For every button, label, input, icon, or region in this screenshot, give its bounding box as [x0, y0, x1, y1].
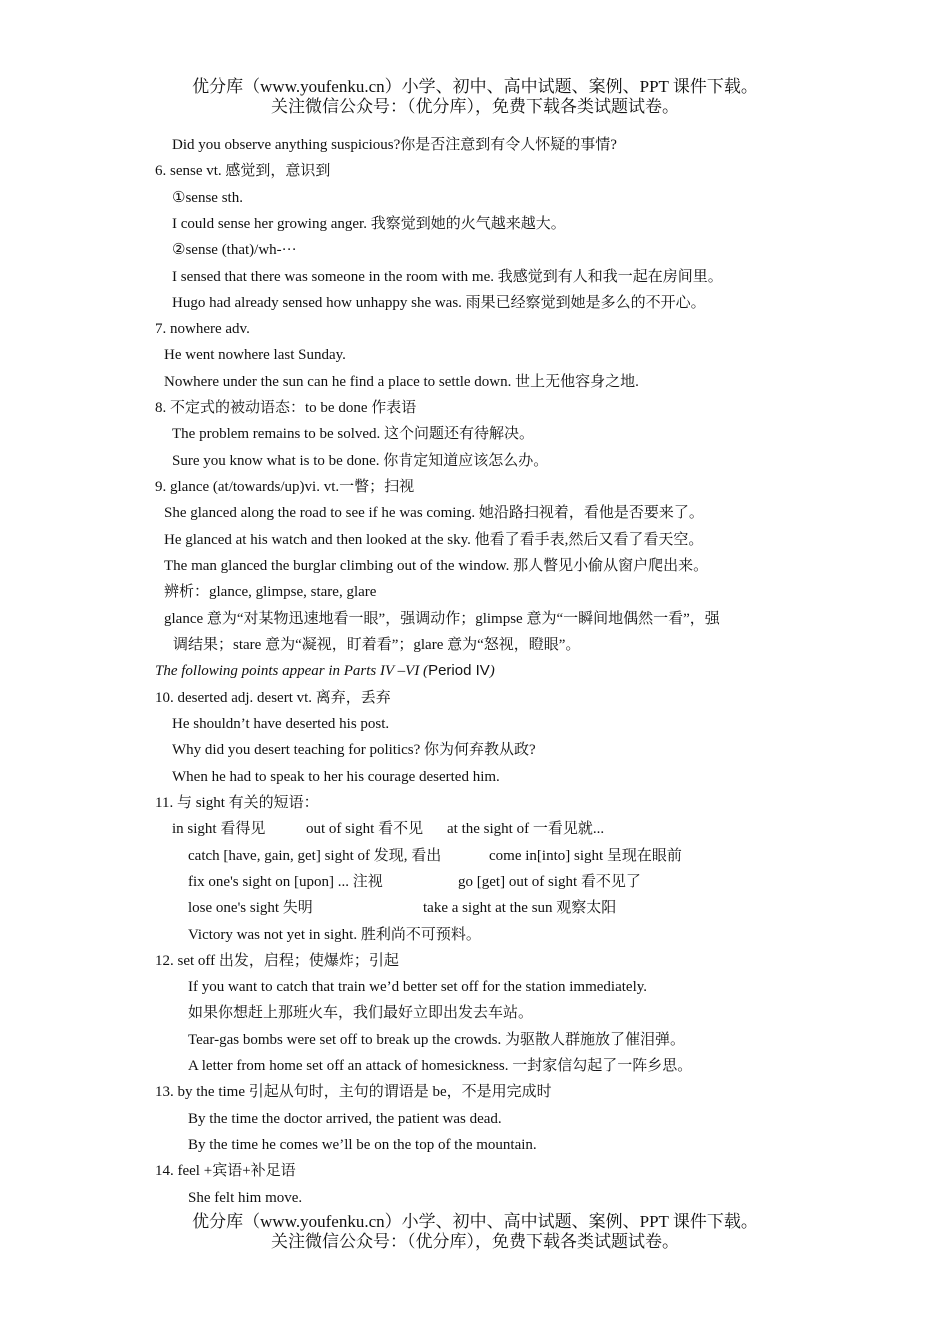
example-line: He glanced at his watch and then looked at the sky. 他看了看手表,然后又看了看天空。	[164, 532, 704, 548]
example-line: A letter from home set off an attack of homesickness. 一封家信勾起了一阵乡思。	[188, 1058, 693, 1074]
section-note	[155, 661, 495, 681]
example-line: Tear-gas bombs were set off to break up the crowds. 为驱散人群施放了催泪弹。	[188, 1032, 686, 1048]
example-line: If you want to catch that train we’d better set off for the station immediately.	[188, 979, 648, 995]
item-heading-13: 13. by the time 引起从句时，主句的谓语是 be，不是用完成时	[155, 1084, 552, 1100]
page-header	[0, 77, 950, 117]
phrase: go [get] out of sight 看不见了	[458, 874, 641, 890]
phrase: out of sight 看不见	[306, 821, 424, 837]
usage-line: ①sense sth.	[172, 190, 243, 206]
phrase: take a sight at the sun 观察太阳	[423, 900, 617, 916]
item-heading-10: 10. deserted adj. desert vt. 离弃，丢弃	[155, 690, 391, 706]
phrase: catch [have, gain, get] sight of 发现, 看出	[188, 848, 442, 864]
header-line-1: 优分库（www.youfenku.cn）小学、初中、高中试题、案例、PPT 课件下载。	[192, 77, 758, 96]
example-line: He went nowhere last Sunday.	[164, 347, 346, 363]
item-heading-9: 9. glance (at/towards/up)vi. vt.一瞥；扫视	[155, 479, 415, 495]
example-line: Nowhere under the sun can he find a place to settle down. 世上无他容身之地.	[164, 374, 639, 390]
comparison-text-2: 调结果；stare 意为“凝视，盯着看”；glare 意为“怒视，瞪眼”。	[173, 637, 581, 653]
example-line: She glanced along the road to see if he was coming. 她沿路扫视着，看他是否要来了。	[164, 505, 704, 521]
item-heading-14: 14. feel +宾语+补足语	[155, 1163, 296, 1179]
item-heading-11: 11. 与 sight 有关的短语：	[155, 795, 319, 811]
example-line: Did you observe anything suspicious?你是否注意到有令人怀疑的事情?	[172, 137, 617, 153]
example-line: Victory was not yet in sight. 胜利尚不可预料。	[188, 927, 481, 943]
example-line: Sure you know what is to be done. 你肯定知道应该怎么办。	[172, 453, 549, 469]
example-line: She felt him move.	[188, 1190, 303, 1206]
section-note-period: Period IV	[428, 662, 490, 679]
example-line: The problem remains to be solved. 这个问题还有待解决。	[172, 426, 535, 442]
phrase: lose one's sight 失明	[188, 900, 313, 916]
footer-line-2: 关注微信公众号：（优分库），免费下载各类试题试卷。	[271, 1232, 679, 1251]
phrase: at the sight of 一看见就...	[447, 821, 605, 837]
item-heading-8: 8. 不定式的被动语态：to be done 作表语	[155, 400, 417, 416]
comparison-text-1: glance 意为“对某物迅速地看一眼”，强调动作；glimpse 意为“一瞬间地偶然一看”，强	[164, 611, 720, 627]
comparison-heading: 辨析：glance, glimpse, stare, glare	[164, 584, 377, 600]
item-heading-6: 6. sense vt. 感觉到，意识到	[155, 163, 331, 179]
footer-line-1: 优分库（www.youfenku.cn）小学、初中、高中试题、案例、PPT 课件下载。	[192, 1212, 758, 1231]
example-line: By the time the doctor arrived, the patient was dead.	[188, 1111, 502, 1127]
example-line: By the time he comes we’ll be on the top of the mountain.	[188, 1137, 537, 1153]
example-line: I could sense her growing anger. 我察觉到她的火气越来越大。	[172, 216, 566, 232]
item-heading-12: 12. set off 出发，启程；使爆炸；引起	[155, 953, 399, 969]
header-line-2: 关注微信公众号：（优分库），免费下载各类试题试卷。	[271, 97, 679, 116]
item-heading-7: 7. nowhere adv.	[155, 321, 250, 337]
example-line: When he had to speak to her his courage deserted him.	[172, 769, 500, 785]
section-note-text: The following points appear in Parts IV –VI (	[155, 663, 429, 679]
phrase: in sight 看得见	[172, 821, 266, 837]
example-line: Why did you desert teaching for politics? 你为何弃教从政?	[172, 742, 536, 758]
translation-line: 如果你想赶上那班火车，我们最好立即出发去车站。	[188, 1005, 534, 1021]
example-line: Hugo had already sensed how unhappy she was. 雨果已经察觉到她是多么的不开心。	[172, 295, 706, 311]
page-footer	[0, 1212, 950, 1252]
usage-line: ②sense (that)/wh-···	[172, 242, 297, 258]
section-note-close: )	[489, 663, 495, 679]
phrase: fix one's sight on [upon] ... 注视	[188, 874, 383, 890]
example-line: The man glanced the burglar climbing out of the window. 那人瞥见小偷从窗户爬出来。	[164, 558, 709, 574]
example-line: He shouldn’t have deserted his post.	[172, 716, 390, 732]
phrase: come in[into] sight 呈现在眼前	[489, 848, 682, 864]
example-line: I sensed that there was someone in the room with me. 我感觉到有人和我一起在房间里。	[172, 269, 723, 285]
